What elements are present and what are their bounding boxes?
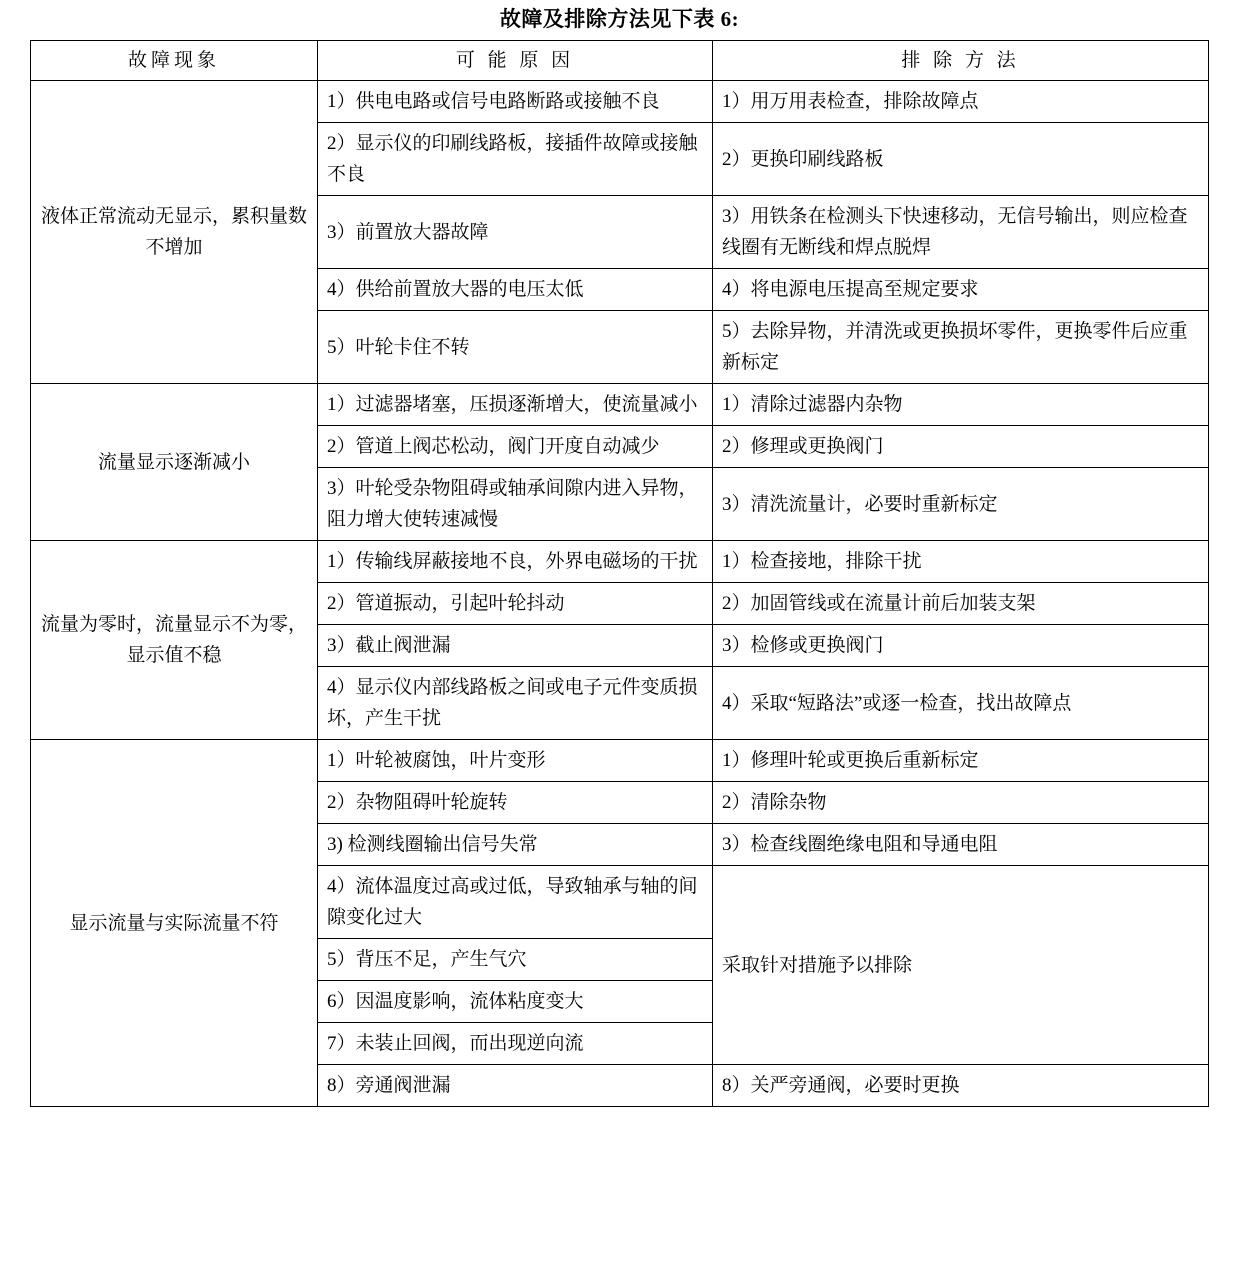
- cause-cell: 4）供给前置放大器的电压太低: [318, 269, 713, 311]
- fix-cell: 3）检修或更换阀门: [713, 625, 1209, 667]
- cause-cell: 5）叶轮卡住不转: [318, 311, 713, 384]
- fix-cell: 1）检查接地，排除干扰: [713, 541, 1209, 583]
- fix-cell: 4）采取“短路法”或逐一检查，找出故障点: [713, 667, 1209, 740]
- page-title: 故障及排除方法见下表 6:: [499, 7, 740, 31]
- fix-cell: 3）清洗流量计，必要时重新标定: [713, 468, 1209, 541]
- table-row: [31, 541, 1209, 583]
- table-row: [31, 384, 1209, 426]
- fix-cell: 3）检查线圈绝缘电阻和导通电阻: [713, 824, 1209, 866]
- cause-cell: 2）杂物阻碍叶轮旋转: [318, 782, 713, 824]
- cause-cell: 2）管道上阀芯松动，阀门开度自动减少: [318, 426, 713, 468]
- cause-cell: 6）因温度影响，流体粘度变大: [318, 981, 713, 1023]
- column-header-symptom: 故障现象: [31, 41, 318, 81]
- cause-cell: 4）流体温度过高或过低，导致轴承与轴的间隙变化过大: [318, 866, 713, 939]
- fault-troubleshooting-table: [30, 40, 1209, 1107]
- fix-cell: 1）用万用表检查，排除故障点: [713, 81, 1209, 123]
- cause-cell: 2）显示仪的印刷线路板，接插件故障或接触不良: [318, 123, 713, 196]
- symptom-cell: 显示流量与实际流量不符: [31, 740, 318, 1107]
- fix-cell: 5）去除异物，并清洗或更换损坏零件，更换零件后应重新标定: [713, 311, 1209, 384]
- table-header-row: [31, 41, 1209, 81]
- cause-cell: 1）叶轮被腐蚀，叶片变形: [318, 740, 713, 782]
- cause-cell: 8）旁通阀泄漏: [318, 1065, 713, 1107]
- symptom-cell: 流量为零时，流量显示不为零，显示值不稳: [31, 541, 318, 740]
- fix-cell: 1）清除过滤器内杂物: [713, 384, 1209, 426]
- fix-cell: 3）用铁条在检测头下快速移动，无信号输出，则应检查线圈有无断线和焊点脱焊: [713, 196, 1209, 269]
- fix-cell: 4）将电源电压提高至规定要求: [713, 269, 1209, 311]
- fix-cell: 2）修理或更换阀门: [713, 426, 1209, 468]
- fix-cell: 2）加固管线或在流量计前后加装支架: [713, 583, 1209, 625]
- cause-cell: 1）供电电路或信号电路断路或接触不良: [318, 81, 713, 123]
- cause-cell: 1）传输线屏蔽接地不良，外界电磁场的干扰: [318, 541, 713, 583]
- cause-cell: 3) 检测线圈输出信号失常: [318, 824, 713, 866]
- cause-cell: 7）未装止回阀，而出现逆向流: [318, 1023, 713, 1065]
- cause-cell: 5）背压不足，产生气穴: [318, 939, 713, 981]
- cause-cell: 3）前置放大器故障: [318, 196, 713, 269]
- fix-cell: 2）更换印刷线路板: [713, 123, 1209, 196]
- table-row: [31, 740, 1209, 782]
- cause-cell: 1）过滤器堵塞，压损逐渐增大，使流量减小: [318, 384, 713, 426]
- fix-cell: 8）关严旁通阀，必要时更换: [713, 1065, 1209, 1107]
- fix-cell: 2）清除杂物: [713, 782, 1209, 824]
- column-header-cause: 可 能 原 因: [318, 41, 713, 81]
- cause-cell: 3）截止阀泄漏: [318, 625, 713, 667]
- column-header-fix: 排 除 方 法: [713, 41, 1209, 81]
- symptom-cell: 流量显示逐渐减小: [31, 384, 318, 541]
- cause-cell: 2）管道振动，引起叶轮抖动: [318, 583, 713, 625]
- table-row: [31, 81, 1209, 123]
- cause-cell: 3）叶轮受杂物阻碍或轴承间隙内进入异物，阻力增大使转速减慢: [318, 468, 713, 541]
- symptom-cell: 液体正常流动无显示，累积量数不增加: [31, 81, 318, 384]
- fix-cell: 1）修理叶轮或更换后重新标定: [713, 740, 1209, 782]
- fix-cell: 采取针对措施予以排除: [713, 866, 1209, 1065]
- cause-cell: 4）显示仪内部线路板之间或电子元件变质损坏，产生干扰: [318, 667, 713, 740]
